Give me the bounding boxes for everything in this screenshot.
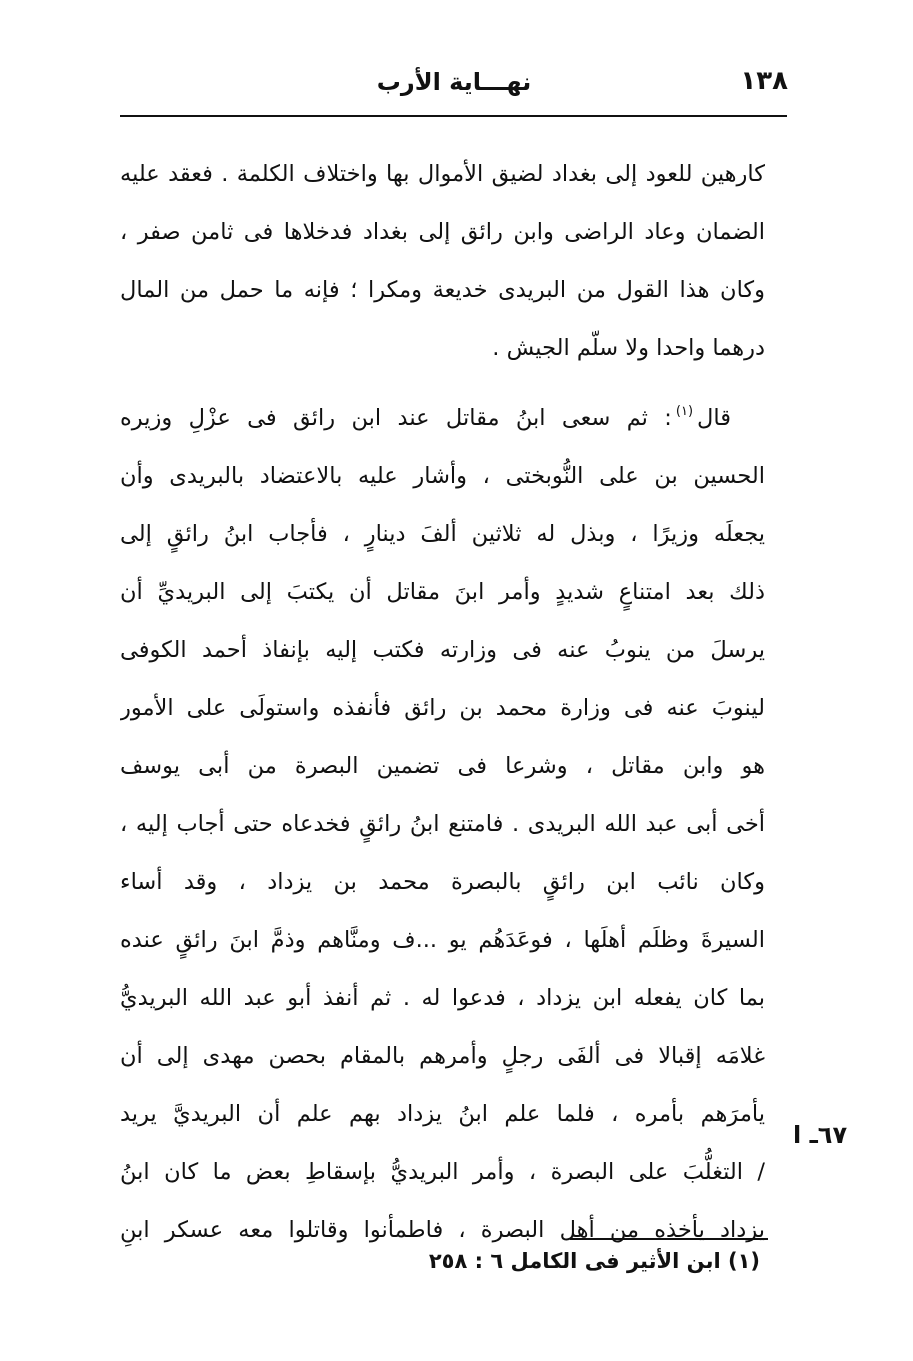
running-title: نهـــاية الأرب	[376, 68, 532, 96]
text-line-first	[120, 389, 765, 447]
text-line: يأمرَهم بأمره ، فلما علم ابنُ يزداد بهم علم أن البريديَّ يريد	[120, 1101, 765, 1127]
footnote: (١) ابن الأثير فى الكامل ٦ : ٢٥٨	[428, 1249, 760, 1273]
text-line: يجعلَه وزيرًا ، وبذل له ثلاثين ألفَ دينارٍ ، فأجاب ابنُ رائقٍ إلى	[120, 521, 765, 547]
paragraph-gap	[120, 377, 765, 389]
text-line: وكان نائب ابن رائقٍ بالبصرة محمد بن يزداد ، وقد أساء	[120, 869, 765, 895]
page-number: ١٣٨	[740, 66, 788, 96]
text-line: وكان هذا القول من البريدى خديعة ومكرا ؛ فإنه ما حمل من المال	[120, 277, 765, 303]
text-line: الضمان وعاد الراضى وابن رائق إلى بغداد فدخلاها فى ثامن صفر ،	[120, 219, 765, 245]
page-header	[120, 62, 788, 102]
footnote-rule	[570, 1238, 768, 1240]
text-span: : ثم سعى ابنُ مقاتل عند ابن رائق فى عزْلِ وزيره	[120, 405, 672, 431]
text-line: يزداد يأخذه من أهل البصرة ، فاطمأنوا وقاتلوا معه عسكر ابنِ	[120, 1217, 765, 1243]
manuscript-folio-note: ٦٧ـ ا	[793, 1121, 848, 1149]
text-line: درهما واحدا ولا سلّم الجيش .	[492, 335, 765, 361]
text-line: يرسلَ من ينوبُ عنه فى وزارته فكتب إليه بإنفاذ أحمد الكوفى	[120, 637, 765, 663]
text-line: / التغلُّبَ على البصرة ، وأمر البريديُّ بإسقاطِ بعض ما كان ابنُ	[120, 1159, 765, 1185]
text-line: الحسين بن على النُّوبختى ، وأشار عليه بالاعتضاد بالبريدى وأن	[120, 463, 765, 489]
text-line: كارهين للعود إلى بغداد لضيق الأموال بها واختلاف الكلمة . فعقد عليه	[120, 161, 765, 187]
text-line: أخى أبى عبد الله البريدى . فامتنع ابنُ رائقٍ فخدعاه حتى أجاب إليه ،	[120, 811, 765, 837]
paragraph-2	[120, 389, 765, 1259]
paragraph-1	[120, 145, 765, 377]
text-line: لينوبَ عنه فى وزارة محمد بن رائق فأنفذه واستولَى على الأمور	[120, 695, 765, 721]
body-text	[120, 145, 765, 1259]
text-line: السيرةَ وظلَم أهلَها ، فوعَدَهُم يو ...ف ومنَّاهم وذمَّ ابنَ رائقٍ عنده	[120, 927, 765, 953]
header-rule	[120, 115, 787, 117]
text-line: بما كان يفعله ابن يزداد ، فدعوا له . ثم أنفذ أبو عبد الله البريديُّ	[120, 985, 765, 1011]
paragraph-start-word: قال	[697, 405, 731, 431]
text-line: غلامَه إقبالا فى ألفَى رجلٍ وأمرهم بالمقام بحصن مهدى إلى أن	[120, 1043, 765, 1069]
text-line: هو وابن مقاتل ، وشرعا فى تضمين البصرة من أبى يوسف	[120, 753, 765, 779]
text-line: ذلك بعد امتناعٍ شديدٍ وأمر ابنَ مقاتل أن يكتبَ إلى البريديِّ أن	[120, 579, 765, 605]
footnote-marker: (١)	[675, 404, 694, 419]
